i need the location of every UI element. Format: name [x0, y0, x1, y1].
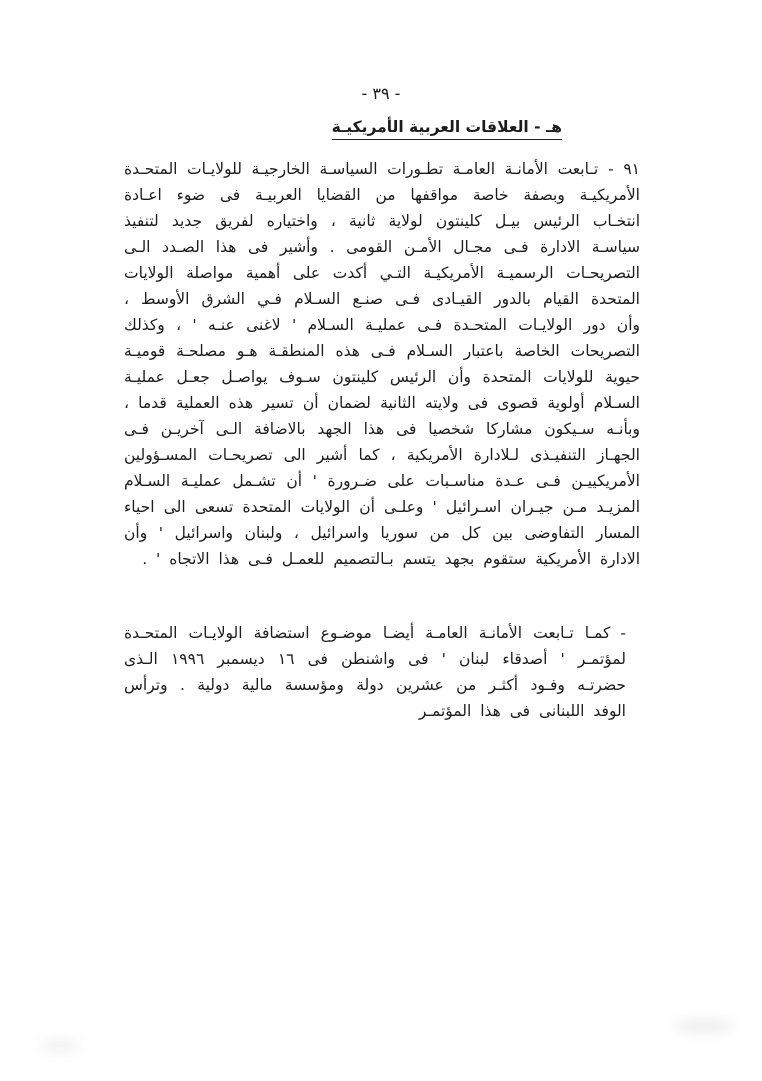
section-heading-row — [124, 117, 640, 140]
section-heading: هـ - العلاقات العربية الأمريكيـة — [332, 118, 562, 140]
paragraph-friends-of-lebanon — [124, 620, 626, 724]
scan-smudge — [674, 1019, 734, 1033]
paragraph-91 — [124, 156, 640, 572]
paragraph-dash-marker: - — [620, 624, 626, 642]
paragraph-91-text: تـابعت الأمانـة العامـة تطـورات السياسـة الخارجيـة للولايـات المتحـدة الأمريكيـة وبصفة خاصة مواقفها من القضايا العربيـة فى ضوء اعـادة انتخـاب الرئيس بيـل كلينتون لولاية ثانية ، واختياره لفريق جديد لتنفيذ سياسـة الادارة فـى مجـال الأمـن القومى . وأشير فى هذا الصـدد الـى التصريحـات الرسميـة الأمريكيـة التـي أكدت على أهمية مواصلة الولايات المتحدة القيام بالدور القيـادى فـى صنـع السـلام فـي الشرق الأوسط ، وأن دور الولايـات المتحـدة فـى عمليـة السـلام ' لاغنى عنـه ' ، وكذلك التصريحات الخاصة باعتبار السـلام فـى هذه المنطقـة هـو مصلحـة قوميـة حيوية للولايات المتحدة وأن الرئيس كلينتون سـوف يواصـل جعـل عمليـة السـلام أولوية قصوى فى ولايته الثانية لضمان أن تسير هذه العملية قدما ، وبأنـه سـيكون مشاركا شخصيا فى هذا الجهد بالاضافة الـى آخريـن فـى الجهـاز التنفيـذى لـلادارة الأمريكية ، كما أشير الى تصريحـات المسـؤولين الأمريكييـن فـى عـدة مناسـبات على ضـرورة ' أن تشـمل عمليـة السـلام المزيـد مـن جيـران اسـرائيل ' وعلـى أن الولايات المتحدة تسعى الى احياء المسار التفاوضى بين كل من سوريا واسرائيل ، ولبنان واسرائيل ' وأن الادارة الأمريكية ستقوم بجهد يتسم بـالتصميم للعمـل فـى هذا الاتجاه ' . — [124, 160, 640, 568]
page-number: - ٣٩ - — [361, 84, 401, 103]
page-content — [124, 117, 640, 724]
paragraph-friends-of-lebanon-text: كمـا تـابعت الأمانـة العامـة أيضـا موضـوع استضافة الولايـات المتحـدة لمؤتمـر ' أصدقاء لبنان ' فى واشنطن فى ١٦ ديسمبر ١٩٩٦ الـذى حضرتـه وفـود أكثـر من عشرين دولة ومؤسسة مالية دولية . وترأس الوفد اللبنانى فى هذا المؤتمـر — [124, 624, 626, 720]
paragraph-91-number: ٩١ - — [608, 160, 640, 178]
scan-smudge — [40, 1041, 80, 1051]
